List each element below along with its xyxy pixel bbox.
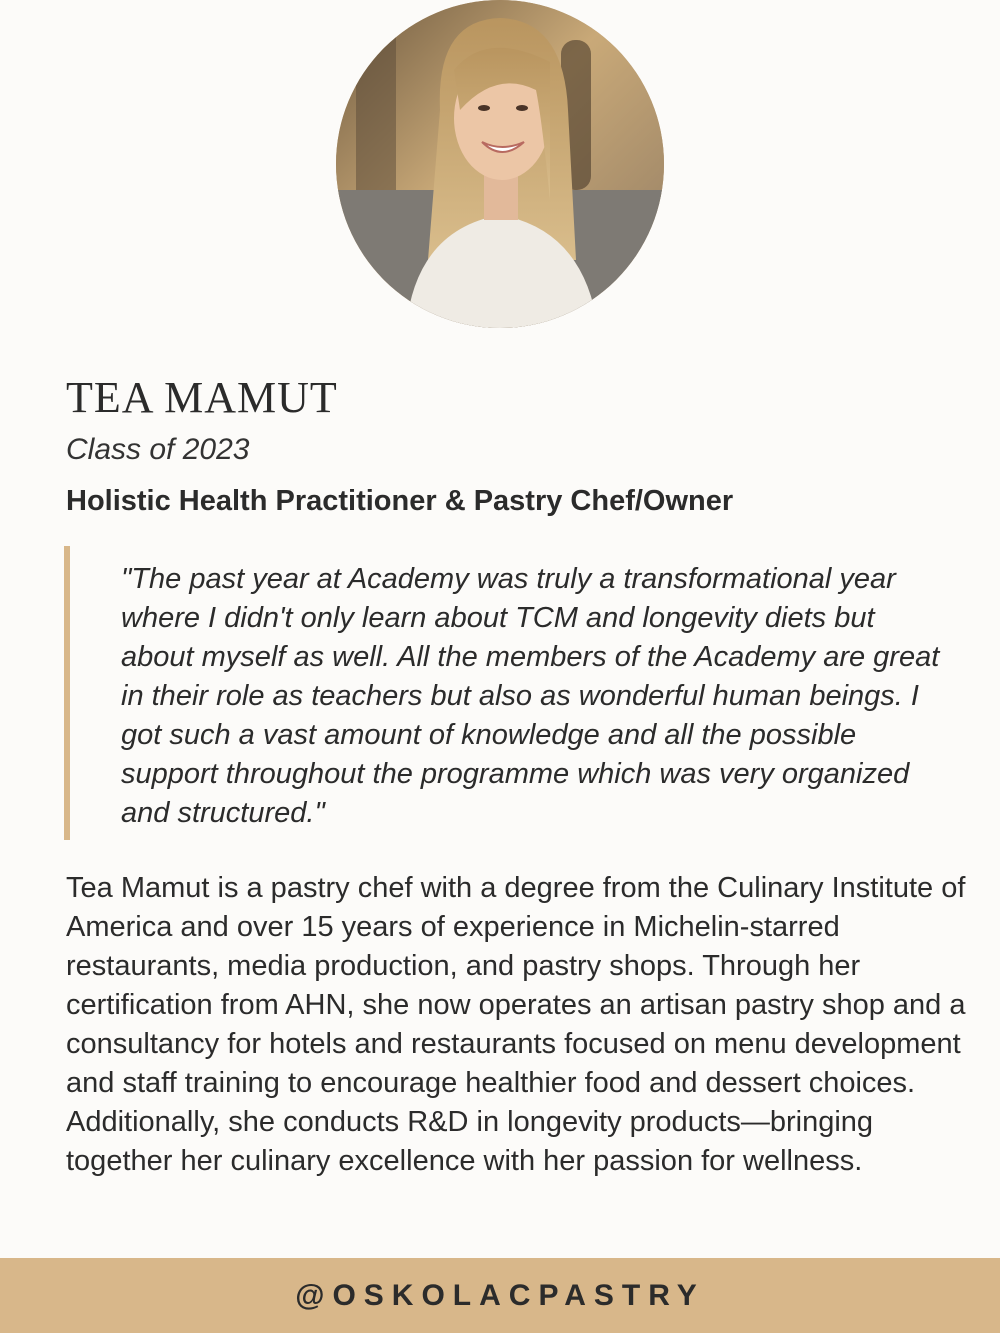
footer-banner xyxy=(0,1258,1000,1333)
bio-paragraph: Tea Mamut is a pastry chef with a degree from the Culinary Institute of America and over 15 years of experience in Michelin-starred restaurants, media production, and pastry shops. Through her certification from AHN, she now operates an artisan pastry shop and a consultancy for hotels and restaurants focused on menu development and staff training to encourage healthier food and dessert choices. Additionally, she conducts R&D in longevity products—bringing together her culinary excellence with her passion for wellness. xyxy=(66,872,966,1177)
portrait-photo-icon xyxy=(336,0,664,328)
testimonial-quote: "The past year at Academy was truly a transformational year where I didn't only learn about TCM and longevity diets but about myself as well. All the members of the Academy are great in their role as teachers but also as wonderful human beings. I got such a vast amount of knowledge and all the possible support throughout the programme which was very organized and structured." xyxy=(121,563,940,829)
profile-role: Holistic Health Practitioner & Pastry Chef/Owner xyxy=(66,485,734,517)
profile-name: TEA MAMUT xyxy=(66,373,338,422)
class-year: Class of 2023 xyxy=(66,433,250,466)
social-handle: @OSKOLACPASTRY xyxy=(295,1278,705,1312)
profile-photo xyxy=(336,0,664,328)
quote-accent-bar xyxy=(64,546,70,840)
